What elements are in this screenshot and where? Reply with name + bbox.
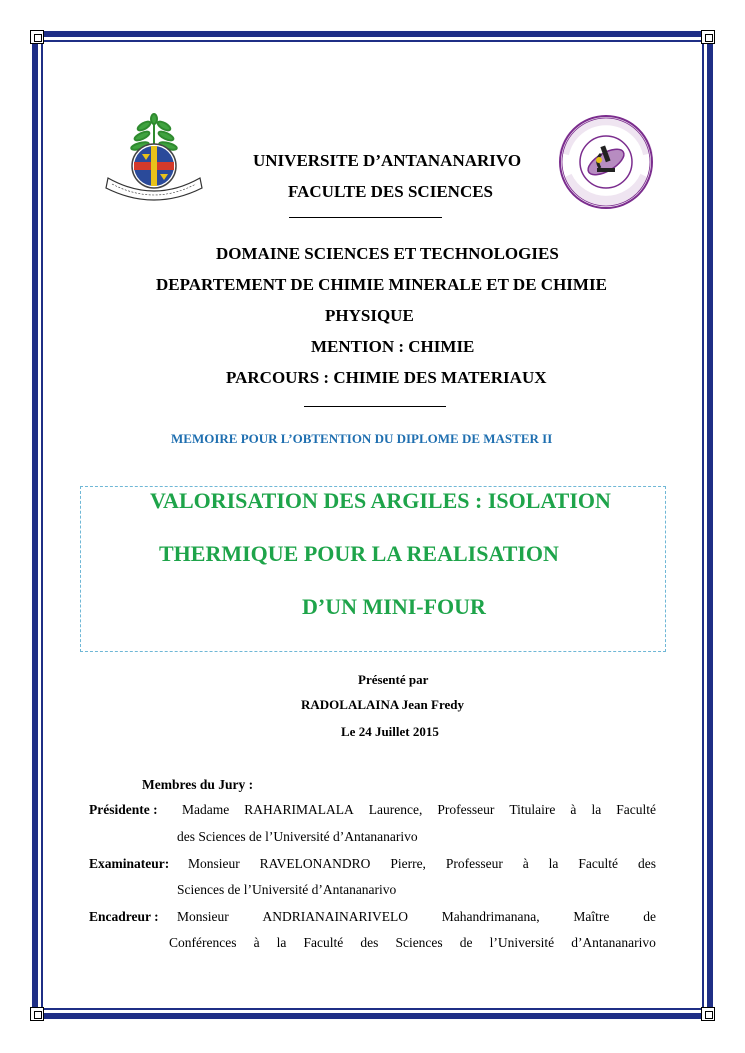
jury-word: Professeur xyxy=(445,856,503,871)
border-corner-ornament xyxy=(701,1007,715,1021)
department-name-line2: PHYSIQUE xyxy=(325,306,414,325)
parcours: PARCOURS : CHIMIE DES MATERIAUX xyxy=(226,368,547,387)
divider xyxy=(304,406,446,407)
jury-word: la xyxy=(276,935,287,950)
jury-word: Faculté xyxy=(578,856,619,871)
jury-word: Pierre, xyxy=(390,856,426,871)
jury-word: Monsieur xyxy=(177,909,229,924)
jury-word: d’Antananarivo xyxy=(571,935,656,950)
department-name-line1: DEPARTEMENT DE CHIMIE MINERALE ET DE CHIMIE xyxy=(156,275,607,294)
jury-heading: Membres du Jury : xyxy=(142,777,254,792)
jury-member-line xyxy=(182,802,656,818)
jury-word: Faculté xyxy=(303,935,344,950)
border-corner-ornament xyxy=(701,30,715,44)
faculty-seal-logo xyxy=(555,114,657,210)
jury-word: l’Université xyxy=(489,935,555,950)
thesis-title-line: D’UN MINI-FOUR xyxy=(302,594,486,619)
jury-member-affiliation: des Sciences de l’Université d’Antananarivo xyxy=(177,829,418,844)
jury-word: la xyxy=(591,802,602,817)
domain-name: DOMAINE SCIENCES ET TECHNOLOGIES xyxy=(216,244,559,263)
jury-word: des xyxy=(637,856,656,871)
jury-role: Encadreur : xyxy=(89,909,159,924)
jury-word: à xyxy=(253,935,260,950)
jury-role: Examinateur: xyxy=(89,856,170,871)
jury-member-affiliation: Sciences de l’Université d’Antananarivo xyxy=(177,882,397,897)
jury-word: RAHARIMALALA xyxy=(244,802,354,817)
jury-word: des xyxy=(360,935,379,950)
defense-date: Le 24 Juillet 2015 xyxy=(341,724,439,739)
border-corner-ornament xyxy=(30,1007,44,1021)
jury-word: à xyxy=(522,856,529,871)
jury-role: Présidente : xyxy=(89,802,158,817)
faculty-name: FACULTE DES SCIENCES xyxy=(288,182,494,201)
jury-word: Conférences xyxy=(169,935,237,950)
jury-word: Faculté xyxy=(616,802,656,817)
jury-word: Professeur xyxy=(437,802,495,817)
thesis-title-line: VALORISATION DES ARGILES : ISOLATION xyxy=(150,488,611,513)
university-logo xyxy=(98,112,210,204)
jury-word: RAVELONANDRO xyxy=(259,856,371,871)
jury-word: Titulaire xyxy=(509,802,556,817)
jury-word: la xyxy=(548,856,559,871)
jury-member-affiliation xyxy=(169,935,656,951)
jury-word: Monsieur xyxy=(188,856,240,871)
jury-word: de xyxy=(643,909,656,924)
jury-member-line xyxy=(188,856,656,872)
jury-word: Madame xyxy=(182,802,230,817)
border-corner-ornament xyxy=(30,30,44,44)
degree-statement: MEMOIRE POUR L’OBTENTION DU DIPLOME DE MASTER II xyxy=(171,431,553,446)
thesis-title-line: THERMIQUE POUR LA REALISATION xyxy=(159,541,559,566)
jury-word: Maître xyxy=(573,909,610,924)
jury-word: Laurence, xyxy=(368,802,423,817)
jury-word: Sciences xyxy=(395,935,443,950)
jury-word: ANDRIANAINARIVELO xyxy=(262,909,409,924)
university-name: UNIVERSITE D’ANTANANARIVO xyxy=(253,151,522,170)
jury-word: Mahandrimanana, xyxy=(441,909,540,924)
mention: MENTION : CHIMIE xyxy=(311,337,475,356)
divider xyxy=(289,217,442,218)
presented-by-label: Présenté par xyxy=(358,672,429,687)
jury-member-line xyxy=(177,909,656,925)
author-name: RADOLALAINA Jean Fredy xyxy=(301,697,464,712)
jury-word: de xyxy=(459,935,473,950)
jury-word: à xyxy=(570,802,577,817)
